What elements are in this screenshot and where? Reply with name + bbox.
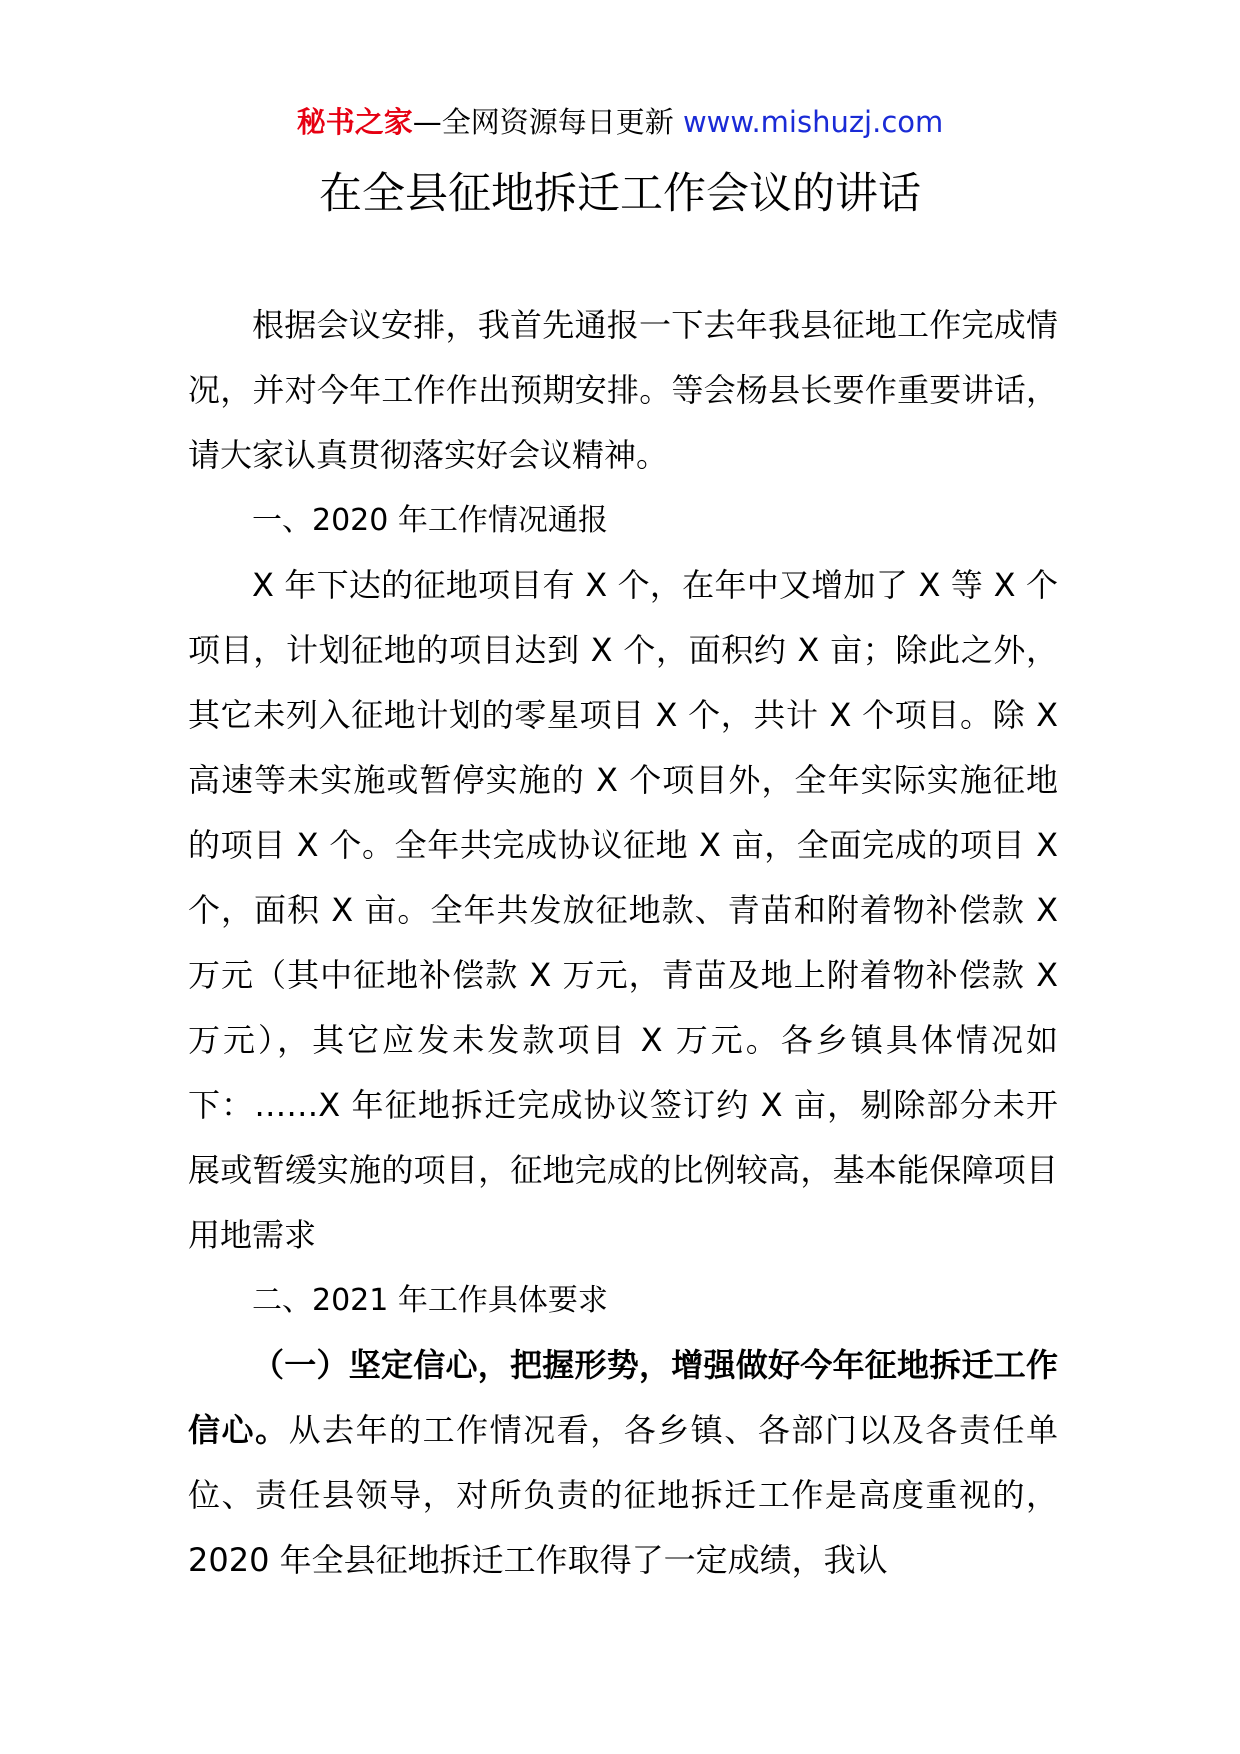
site-name: 秘书之家 [296,105,413,139]
document-body [188,293,1058,1593]
intro-paragraph: 根据会议安排，我首先通报一下去年我县征地工作完成情况，并对今年工作作出预期安排。等会杨县长要作重要讲话，请大家认真贯彻落实好会议精神。 [188,306,1058,474]
section-2-heading: 二、2021 年工作具体要求 [252,1283,608,1318]
subsection-1-text: 从去年的工作情况看，各乡镇、各部门以及各责任单位、责任县领导，对所负责的征地拆迁工作是高度重视的，2020 年全县征地拆迁工作取得了一定成绩，我认 [188,1411,1058,1579]
section-2-subsection-1-paragraph [188,1333,1058,1593]
header-separator: — [412,105,442,139]
document-title: 在全县征地拆迁工作会议的讲话 [319,169,921,219]
section-1-paragraph: X 年下达的征地项目有 X 个，在年中又增加了 X 等 X 个项目，计划征地的项目达到 X 个，面积约 X 亩；除此之外，其它未列入征地计划的零星项目 X 个，共计 X 个项目。除 X 高速等未实施或暂停实施的 X 个项目外，全年实际实施征地的项目 X 个。全年共完成协议征地 X 亩，全面完成的项目 X 个，面积 X 亩。全年共发放征地款、青苗和附着物补偿款 X 万元（其中征地补偿款 X 万元，青苗及地上附着物补偿款 X 万元），其它应发未发款项目 X 万元。各乡镇具体情况如下：……X 年征地拆迁完成协议签订约 X 亩，剔除部分未开展或暂缓实施的项目，征地完成的比例较高，基本能保障项目用地需求 [188,566,1058,1254]
section-1-heading: 一、2020 年工作情况通报 [252,503,608,538]
site-url-link[interactable]: www.mishuzj.com [682,105,944,139]
subsection-1-heading: （一）坚定信心，把握形势，增强做好今年征地拆迁工作信心。 [188,1346,1058,1449]
site-header [0,100,1240,144]
site-slogan: 全网资源每日更新 [441,105,674,139]
